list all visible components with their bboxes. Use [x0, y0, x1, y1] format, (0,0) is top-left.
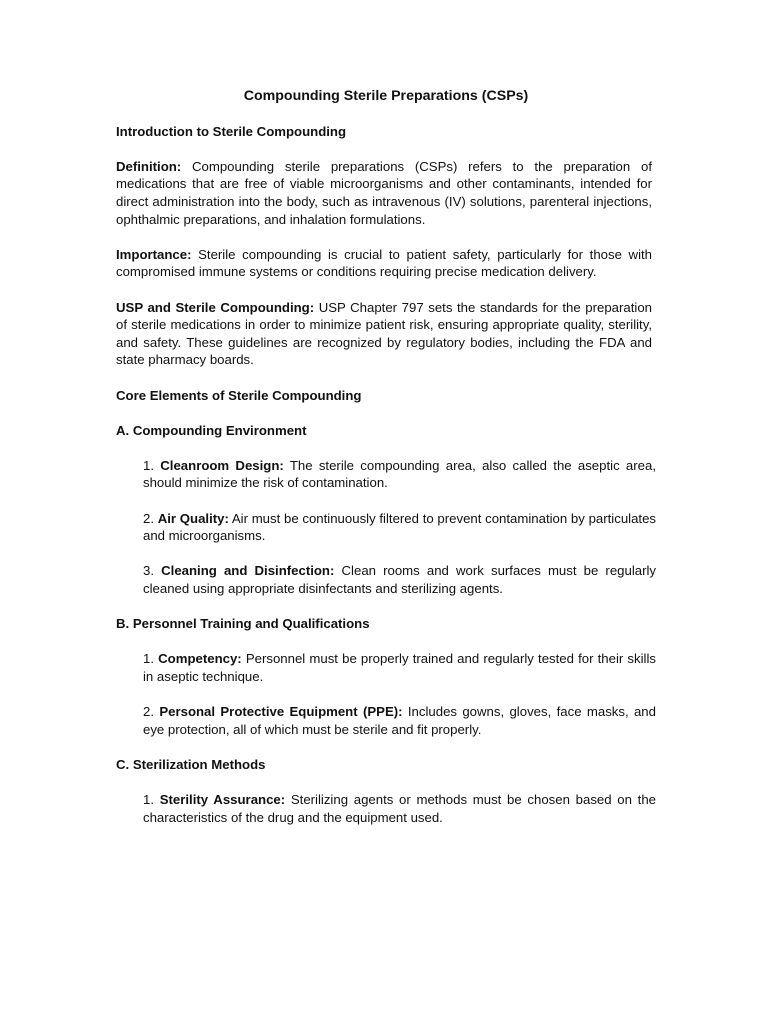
- usp-paragraph: [116, 299, 652, 369]
- list-item: [116, 650, 656, 685]
- item-number: 1.: [143, 792, 154, 808]
- core-elements-heading: Core Elements of Sterile Compounding: [116, 387, 362, 403]
- usp-label: USP and Sterile Compounding:: [116, 299, 315, 315]
- item-label: Air Quality:: [157, 510, 229, 526]
- item-label: Cleaning and Disinfection:: [161, 563, 335, 579]
- item-number: 2.: [143, 704, 154, 720]
- section-b-heading: B. Personnel Training and Qualifications: [116, 616, 370, 632]
- intro-heading: Introduction to Sterile Compounding: [116, 123, 347, 139]
- list-item: [116, 457, 656, 492]
- list-item: [116, 703, 656, 738]
- document-title: Compounding Sterile Preparations (CSPs): [243, 88, 529, 104]
- item-label: Personal Protective Equipment (PPE):: [159, 704, 403, 720]
- definition-text: Compounding sterile preparations (CSPs) refers to the preparation of medications that are free of viable microorganisms and other contaminants, intended for direct administration into the body, such as intravenous (IV) solutions, parenteral injections, ophthalmic preparations, and inhalation formulations.: [116, 158, 652, 227]
- item-label: Sterility Assurance:: [159, 792, 286, 808]
- item-label: Competency:: [158, 651, 242, 667]
- item-text: Personnel must be properly trained and regularly tested for their skills in aseptic technique.: [143, 651, 656, 684]
- item-number: 1.: [143, 651, 154, 667]
- importance-text: Sterile compounding is crucial to patient safety, particularly for those with compromised immune systems or conditions requiring precise medication delivery.: [116, 246, 652, 280]
- list-item: [116, 510, 656, 545]
- item-text: Clean rooms and work surfaces must be regularly cleaned using appropriate disinfectants and sterilizing agents.: [143, 563, 657, 597]
- item-label: Cleanroom Design:: [160, 457, 284, 473]
- definition-paragraph: [116, 158, 652, 228]
- item-text: Includes gowns, gloves, face masks, and eye protection, all of which must be sterile and fit properly.: [143, 704, 656, 737]
- importance-paragraph: [116, 246, 652, 281]
- item-text: The sterile compounding area, also called the aseptic area, should minimize the risk of contamination.: [143, 457, 656, 491]
- item-number: 1.: [143, 457, 154, 473]
- item-number: 3.: [143, 563, 154, 579]
- document-body: [116, 88, 657, 844]
- item-text: Sterilizing agents or methods must be chosen based on the characteristics of the drug and the equipment used.: [143, 792, 657, 825]
- list-item: [116, 562, 656, 597]
- importance-label: Importance:: [116, 246, 192, 262]
- list-item: [116, 791, 656, 826]
- section-c-heading: C. Sterilization Methods: [116, 756, 266, 772]
- item-number: 2.: [143, 510, 154, 526]
- section-a-heading: A. Compounding Environment: [116, 422, 307, 438]
- item-text: Air must be continuously filtered to prevent contamination by particulates and microorganisms.: [143, 510, 657, 544]
- usp-text: USP Chapter 797 sets the standards for the preparation of sterile medications in order to minimize patient risk, ensuring appropriate quality, sterility, and safety. These guidelines are recognized by regulatory bodies, including the FDA and state pharmacy boards.: [116, 299, 652, 368]
- definition-label: Definition:: [116, 158, 182, 174]
